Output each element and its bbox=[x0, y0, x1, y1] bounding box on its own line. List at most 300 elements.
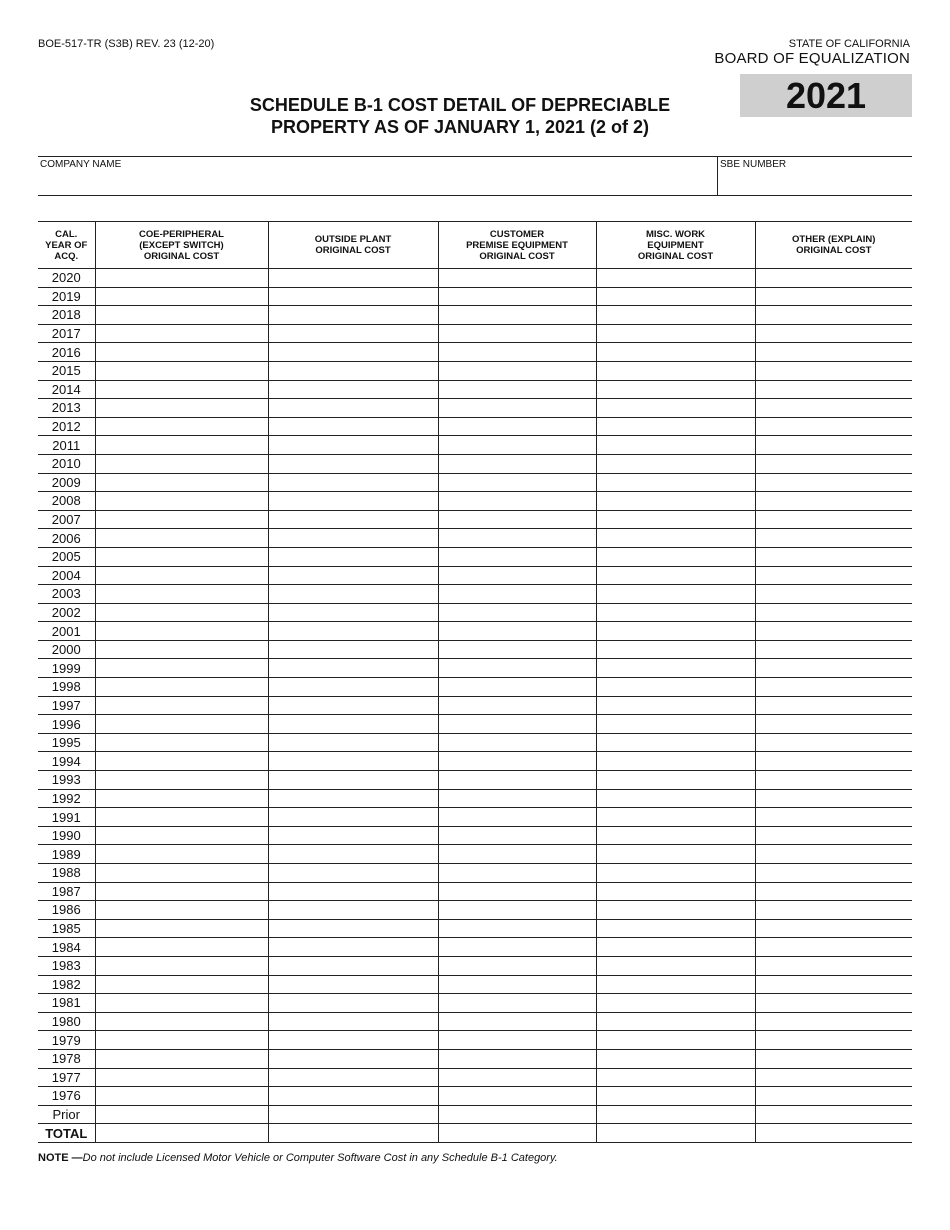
cost-input-cell[interactable] bbox=[438, 436, 596, 455]
cost-input-cell[interactable] bbox=[268, 399, 438, 418]
cost-input-cell[interactable] bbox=[596, 919, 755, 938]
cost-input-cell[interactable] bbox=[596, 826, 755, 845]
cost-input-cell[interactable] bbox=[438, 845, 596, 864]
cost-input-cell[interactable] bbox=[596, 1087, 755, 1106]
cost-input-cell[interactable] bbox=[95, 864, 268, 883]
table-row bbox=[38, 343, 912, 362]
table-row bbox=[38, 752, 912, 771]
cost-input-cell[interactable] bbox=[755, 994, 912, 1013]
cost-input-cell[interactable] bbox=[596, 938, 755, 957]
cost-input-cell[interactable] bbox=[95, 1087, 268, 1106]
cost-input-cell[interactable] bbox=[596, 529, 755, 548]
cost-input-cell[interactable] bbox=[755, 417, 912, 436]
cost-input-cell[interactable] bbox=[755, 845, 912, 864]
cost-input-cell[interactable] bbox=[438, 956, 596, 975]
cost-input-cell[interactable] bbox=[438, 566, 596, 585]
cost-input-cell[interactable] bbox=[438, 380, 596, 399]
cost-input-cell[interactable] bbox=[438, 1049, 596, 1068]
cost-input-cell[interactable] bbox=[268, 1012, 438, 1031]
year-cell: 1995 bbox=[38, 733, 95, 752]
table-row bbox=[38, 380, 912, 399]
cost-input-cell[interactable] bbox=[95, 324, 268, 343]
cost-input-cell[interactable] bbox=[596, 1124, 755, 1143]
cost-input-cell[interactable] bbox=[95, 956, 268, 975]
year-cell: 2014 bbox=[38, 380, 95, 399]
cost-input-cell[interactable] bbox=[596, 901, 755, 920]
cost-input-cell[interactable] bbox=[95, 938, 268, 957]
cost-input-cell[interactable] bbox=[596, 454, 755, 473]
cost-input-cell[interactable] bbox=[755, 752, 912, 771]
cost-input-cell[interactable] bbox=[438, 901, 596, 920]
cost-input-cell[interactable] bbox=[596, 510, 755, 529]
col-header-coe-peripheral: COE-PERIPHERAL (EXCEPT SWITCH) ORIGINAL COST bbox=[95, 222, 268, 269]
year-cell: 1984 bbox=[38, 938, 95, 957]
cost-input-cell[interactable] bbox=[596, 603, 755, 622]
cost-input-cell[interactable] bbox=[438, 882, 596, 901]
cost-input-cell[interactable] bbox=[438, 696, 596, 715]
cost-input-cell[interactable] bbox=[755, 864, 912, 883]
cost-input-cell[interactable] bbox=[596, 956, 755, 975]
cost-input-cell[interactable] bbox=[268, 919, 438, 938]
cost-input-cell[interactable] bbox=[268, 808, 438, 827]
cost-input-cell[interactable] bbox=[755, 659, 912, 678]
cost-input-cell[interactable] bbox=[596, 752, 755, 771]
year-cell: 1996 bbox=[38, 715, 95, 734]
cost-input-cell[interactable] bbox=[596, 566, 755, 585]
cost-input-cell[interactable] bbox=[268, 789, 438, 808]
cost-input-cell[interactable] bbox=[95, 287, 268, 306]
cost-input-cell[interactable] bbox=[268, 343, 438, 362]
year-cell: 2002 bbox=[38, 603, 95, 622]
cost-input-cell[interactable] bbox=[268, 659, 438, 678]
year-cell: 1991 bbox=[38, 808, 95, 827]
cost-input-cell[interactable] bbox=[95, 529, 268, 548]
cost-input-cell[interactable] bbox=[755, 640, 912, 659]
cost-input-cell[interactable] bbox=[755, 306, 912, 325]
cost-input-cell[interactable] bbox=[596, 882, 755, 901]
cost-input-cell[interactable] bbox=[438, 864, 596, 883]
cost-input-cell[interactable] bbox=[755, 678, 912, 697]
cost-input-cell[interactable] bbox=[755, 975, 912, 994]
year-cell: 2015 bbox=[38, 361, 95, 380]
cost-input-cell[interactable] bbox=[755, 399, 912, 418]
cost-input-cell[interactable] bbox=[95, 473, 268, 492]
cost-input-cell[interactable] bbox=[438, 492, 596, 511]
cost-input-cell[interactable] bbox=[268, 287, 438, 306]
year-cell: 2016 bbox=[38, 343, 95, 362]
cost-input-cell[interactable] bbox=[95, 789, 268, 808]
cost-input-cell[interactable] bbox=[438, 529, 596, 548]
cost-input-cell[interactable] bbox=[596, 975, 755, 994]
cost-input-cell[interactable] bbox=[95, 566, 268, 585]
cost-input-cell[interactable] bbox=[95, 901, 268, 920]
cost-input-cell[interactable] bbox=[755, 919, 912, 938]
cost-input-cell[interactable] bbox=[438, 417, 596, 436]
cost-input-cell[interactable] bbox=[95, 622, 268, 641]
cost-input-cell[interactable] bbox=[755, 473, 912, 492]
cost-input-cell[interactable] bbox=[95, 733, 268, 752]
year-cell: 1982 bbox=[38, 975, 95, 994]
cost-input-cell[interactable] bbox=[95, 510, 268, 529]
cost-input-cell[interactable] bbox=[95, 826, 268, 845]
cost-input-cell[interactable] bbox=[95, 361, 268, 380]
cost-input-cell[interactable] bbox=[596, 1068, 755, 1087]
table-row bbox=[38, 436, 912, 455]
company-name-label: COMPANY NAME bbox=[40, 159, 122, 170]
year-cell: Prior bbox=[38, 1105, 95, 1124]
cost-input-cell[interactable] bbox=[438, 603, 596, 622]
cost-input-cell[interactable] bbox=[755, 361, 912, 380]
sbe-number-label: SBE NUMBER bbox=[720, 159, 787, 170]
cost-input-cell[interactable] bbox=[95, 380, 268, 399]
cost-input-cell[interactable] bbox=[438, 752, 596, 771]
col-header-other: OTHER (EXPLAIN) ORIGINAL COST bbox=[755, 222, 912, 269]
year-cell: TOTAL bbox=[38, 1124, 95, 1143]
cost-input-cell[interactable] bbox=[268, 882, 438, 901]
cost-input-cell[interactable] bbox=[596, 733, 755, 752]
cost-input-cell[interactable] bbox=[268, 826, 438, 845]
year-cell: 1986 bbox=[38, 901, 95, 920]
cost-input-cell[interactable] bbox=[268, 956, 438, 975]
cost-input-cell[interactable] bbox=[268, 696, 438, 715]
cost-input-cell[interactable] bbox=[95, 1124, 268, 1143]
cost-input-cell[interactable] bbox=[755, 1049, 912, 1068]
cost-input-cell[interactable] bbox=[596, 1031, 755, 1050]
col-header-outside-plant: OUTSIDE PLANT ORIGINAL COST bbox=[268, 222, 438, 269]
cost-input-cell[interactable] bbox=[755, 622, 912, 641]
year-cell: 1998 bbox=[38, 678, 95, 697]
cost-input-cell[interactable] bbox=[95, 659, 268, 678]
cost-input-cell[interactable] bbox=[268, 324, 438, 343]
cost-input-cell[interactable] bbox=[438, 826, 596, 845]
cost-input-cell[interactable] bbox=[438, 733, 596, 752]
cost-input-cell[interactable] bbox=[596, 1049, 755, 1068]
cost-input-cell[interactable] bbox=[95, 1012, 268, 1031]
table-row bbox=[38, 733, 912, 752]
cost-input-cell[interactable] bbox=[95, 882, 268, 901]
cost-input-cell[interactable] bbox=[596, 473, 755, 492]
cost-input-cell[interactable] bbox=[268, 585, 438, 604]
col-header-customer-premise: CUSTOMER PREMISE EQUIPMENT ORIGINAL COST bbox=[438, 222, 596, 269]
cost-input-cell[interactable] bbox=[438, 1087, 596, 1106]
cost-input-cell[interactable] bbox=[438, 659, 596, 678]
cost-input-cell[interactable] bbox=[438, 1105, 596, 1124]
cost-input-cell[interactable] bbox=[596, 808, 755, 827]
cost-input-cell[interactable] bbox=[596, 380, 755, 399]
cost-input-cell[interactable] bbox=[755, 1068, 912, 1087]
cost-input-cell[interactable] bbox=[596, 547, 755, 566]
cost-input-cell[interactable] bbox=[596, 269, 755, 288]
cost-input-cell[interactable] bbox=[268, 547, 438, 566]
cost-input-cell[interactable] bbox=[268, 1105, 438, 1124]
table-row bbox=[38, 473, 912, 492]
cost-input-cell[interactable] bbox=[268, 901, 438, 920]
footnote bbox=[38, 1152, 558, 1164]
cost-input-cell[interactable] bbox=[268, 975, 438, 994]
cost-input-cell[interactable] bbox=[268, 1087, 438, 1106]
cost-input-cell[interactable] bbox=[268, 529, 438, 548]
cost-input-cell[interactable] bbox=[755, 269, 912, 288]
table-row bbox=[38, 306, 912, 325]
table-row bbox=[38, 1012, 912, 1031]
table-row bbox=[38, 1031, 912, 1050]
cost-input-cell[interactable] bbox=[268, 715, 438, 734]
cost-input-cell[interactable] bbox=[438, 938, 596, 957]
cost-input-cell[interactable] bbox=[755, 436, 912, 455]
cost-input-cell[interactable] bbox=[438, 473, 596, 492]
cost-input-cell[interactable] bbox=[438, 324, 596, 343]
page-title bbox=[200, 94, 720, 138]
cost-input-cell[interactable] bbox=[438, 287, 596, 306]
cost-input-cell[interactable] bbox=[95, 417, 268, 436]
cost-input-cell[interactable] bbox=[755, 789, 912, 808]
table-row bbox=[38, 678, 912, 697]
cost-input-cell[interactable] bbox=[95, 1031, 268, 1050]
cost-input-cell[interactable] bbox=[438, 343, 596, 362]
cost-input-cell[interactable] bbox=[268, 1049, 438, 1068]
cost-input-cell[interactable] bbox=[596, 343, 755, 362]
cost-input-cell[interactable] bbox=[438, 678, 596, 697]
cost-input-cell[interactable] bbox=[755, 603, 912, 622]
cost-input-cell[interactable] bbox=[95, 306, 268, 325]
cost-input-cell[interactable] bbox=[755, 585, 912, 604]
cost-input-cell[interactable] bbox=[95, 771, 268, 790]
table-row bbox=[38, 808, 912, 827]
cost-input-cell[interactable] bbox=[755, 492, 912, 511]
cost-input-cell[interactable] bbox=[755, 1105, 912, 1124]
table-row bbox=[38, 975, 912, 994]
cost-input-cell[interactable] bbox=[438, 622, 596, 641]
year-cell: 1989 bbox=[38, 845, 95, 864]
cost-input-cell[interactable] bbox=[755, 324, 912, 343]
cost-input-cell[interactable] bbox=[596, 678, 755, 697]
cost-input-cell[interactable] bbox=[438, 547, 596, 566]
cost-input-cell[interactable] bbox=[596, 585, 755, 604]
cost-input-cell[interactable] bbox=[268, 771, 438, 790]
year-cell: 2011 bbox=[38, 436, 95, 455]
cost-input-cell[interactable] bbox=[438, 771, 596, 790]
cost-input-cell[interactable] bbox=[95, 269, 268, 288]
cost-input-cell[interactable] bbox=[438, 454, 596, 473]
cost-input-cell[interactable] bbox=[268, 1031, 438, 1050]
cost-input-cell[interactable] bbox=[95, 585, 268, 604]
table-row bbox=[38, 901, 912, 920]
table-row bbox=[38, 324, 912, 343]
cost-input-cell[interactable] bbox=[755, 901, 912, 920]
cost-input-cell[interactable] bbox=[268, 752, 438, 771]
cost-input-cell[interactable] bbox=[268, 306, 438, 325]
cost-input-cell[interactable] bbox=[596, 640, 755, 659]
table-row bbox=[38, 585, 912, 604]
cost-input-cell[interactable] bbox=[268, 678, 438, 697]
cost-input-cell[interactable] bbox=[268, 733, 438, 752]
cost-input-cell[interactable] bbox=[596, 845, 755, 864]
cost-input-cell[interactable] bbox=[596, 994, 755, 1013]
cost-input-cell[interactable] bbox=[268, 436, 438, 455]
cost-input-cell[interactable] bbox=[755, 380, 912, 399]
cost-input-cell[interactable] bbox=[438, 919, 596, 938]
cost-input-cell[interactable] bbox=[95, 436, 268, 455]
cost-input-cell[interactable] bbox=[95, 1049, 268, 1068]
cost-input-cell[interactable] bbox=[268, 1124, 438, 1143]
cost-input-cell[interactable] bbox=[95, 603, 268, 622]
cost-input-cell[interactable] bbox=[438, 1012, 596, 1031]
cost-input-cell[interactable] bbox=[755, 287, 912, 306]
year-cell: 2013 bbox=[38, 399, 95, 418]
cost-input-cell[interactable] bbox=[755, 1012, 912, 1031]
cost-input-cell[interactable] bbox=[95, 696, 268, 715]
cost-input-cell[interactable] bbox=[755, 1087, 912, 1106]
cost-input-cell[interactable] bbox=[438, 361, 596, 380]
cost-input-cell[interactable] bbox=[268, 994, 438, 1013]
cost-input-cell[interactable] bbox=[755, 547, 912, 566]
cost-input-cell[interactable] bbox=[95, 640, 268, 659]
cost-input-cell[interactable] bbox=[95, 994, 268, 1013]
cost-input-cell[interactable] bbox=[95, 678, 268, 697]
year-cell: 1999 bbox=[38, 659, 95, 678]
cost-input-cell[interactable] bbox=[755, 510, 912, 529]
cost-input-cell[interactable] bbox=[95, 975, 268, 994]
sbe-number-field[interactable] bbox=[717, 157, 787, 195]
table-row bbox=[38, 938, 912, 957]
cost-input-cell[interactable] bbox=[596, 715, 755, 734]
cost-input-cell[interactable] bbox=[268, 417, 438, 436]
cost-input-cell[interactable] bbox=[95, 919, 268, 938]
cost-input-cell[interactable] bbox=[95, 752, 268, 771]
cost-input-cell[interactable] bbox=[755, 454, 912, 473]
cost-input-cell[interactable] bbox=[438, 1031, 596, 1050]
cost-input-cell[interactable] bbox=[438, 306, 596, 325]
cost-input-cell[interactable] bbox=[596, 306, 755, 325]
cost-input-cell[interactable] bbox=[95, 343, 268, 362]
cost-input-cell[interactable] bbox=[596, 417, 755, 436]
cost-input-cell[interactable] bbox=[438, 640, 596, 659]
cost-input-cell[interactable] bbox=[438, 1124, 596, 1143]
year-cell: 2001 bbox=[38, 622, 95, 641]
year-cell: 2004 bbox=[38, 566, 95, 585]
cost-input-cell[interactable] bbox=[755, 696, 912, 715]
year-cell: 1988 bbox=[38, 864, 95, 883]
cost-input-cell[interactable] bbox=[438, 1068, 596, 1087]
cost-input-cell[interactable] bbox=[755, 882, 912, 901]
cost-input-cell[interactable] bbox=[755, 715, 912, 734]
cost-input-cell[interactable] bbox=[268, 269, 438, 288]
year-cell: 1979 bbox=[38, 1031, 95, 1050]
cost-input-cell[interactable] bbox=[755, 529, 912, 548]
cost-input-cell[interactable] bbox=[755, 808, 912, 827]
table-row bbox=[38, 1105, 912, 1124]
cost-input-cell[interactable] bbox=[596, 399, 755, 418]
title-line-1: SCHEDULE B-1 COST DETAIL OF DEPRECIABLE bbox=[249, 95, 671, 115]
table-row bbox=[38, 715, 912, 734]
cost-input-cell[interactable] bbox=[755, 733, 912, 752]
cost-input-cell[interactable] bbox=[596, 659, 755, 678]
cost-input-cell[interactable] bbox=[95, 808, 268, 827]
cost-input-cell[interactable] bbox=[438, 975, 596, 994]
year-badge: 2021 bbox=[740, 74, 912, 117]
cost-input-cell[interactable] bbox=[268, 473, 438, 492]
cost-input-cell[interactable] bbox=[268, 1068, 438, 1087]
cost-input-cell[interactable] bbox=[596, 789, 755, 808]
cost-input-cell[interactable] bbox=[755, 1124, 912, 1143]
cost-input-cell[interactable] bbox=[596, 1105, 755, 1124]
cost-input-cell[interactable] bbox=[268, 864, 438, 883]
cost-input-cell[interactable] bbox=[755, 956, 912, 975]
cost-input-cell[interactable] bbox=[268, 454, 438, 473]
table-row bbox=[38, 566, 912, 585]
cost-input-cell[interactable] bbox=[95, 1068, 268, 1087]
table-row bbox=[38, 826, 912, 845]
cost-input-cell[interactable] bbox=[268, 361, 438, 380]
cost-input-cell[interactable] bbox=[755, 938, 912, 957]
cost-input-cell[interactable] bbox=[95, 454, 268, 473]
cost-input-cell[interactable] bbox=[596, 864, 755, 883]
cost-input-cell[interactable] bbox=[268, 845, 438, 864]
cost-input-cell[interactable] bbox=[268, 566, 438, 585]
cost-input-cell[interactable] bbox=[755, 566, 912, 585]
cost-input-cell[interactable] bbox=[438, 715, 596, 734]
cost-input-cell[interactable] bbox=[438, 269, 596, 288]
cost-input-cell[interactable] bbox=[755, 826, 912, 845]
cost-input-cell[interactable] bbox=[596, 622, 755, 641]
year-cell: 2003 bbox=[38, 585, 95, 604]
cost-input-cell[interactable] bbox=[95, 547, 268, 566]
cost-input-cell[interactable] bbox=[438, 808, 596, 827]
state-label: STATE OF CALIFORNIA bbox=[788, 38, 910, 50]
form-id: BOE-517-TR (S3B) REV. 23 (12-20) bbox=[38, 38, 215, 50]
agency-name: BOARD OF EQUALIZATION bbox=[714, 50, 910, 67]
cost-input-cell[interactable] bbox=[438, 585, 596, 604]
cost-input-cell[interactable] bbox=[755, 343, 912, 362]
cost-input-cell[interactable] bbox=[268, 603, 438, 622]
cost-input-cell[interactable] bbox=[755, 771, 912, 790]
cost-input-cell[interactable] bbox=[95, 845, 268, 864]
cost-input-cell[interactable] bbox=[596, 324, 755, 343]
cost-input-cell[interactable] bbox=[95, 399, 268, 418]
year-cell: 1993 bbox=[38, 771, 95, 790]
table-header-row bbox=[38, 222, 912, 269]
cost-input-cell[interactable] bbox=[268, 938, 438, 957]
year-cell: 2020 bbox=[38, 269, 95, 288]
table-row bbox=[38, 994, 912, 1013]
year-cell: 1987 bbox=[38, 882, 95, 901]
cost-input-cell[interactable] bbox=[596, 436, 755, 455]
table-row bbox=[38, 399, 912, 418]
cost-input-cell[interactable] bbox=[95, 715, 268, 734]
cost-input-cell[interactable] bbox=[596, 1012, 755, 1031]
cost-input-cell[interactable] bbox=[596, 492, 755, 511]
year-cell: 1978 bbox=[38, 1049, 95, 1068]
cost-input-cell[interactable] bbox=[268, 492, 438, 511]
cost-input-cell[interactable] bbox=[438, 789, 596, 808]
cost-input-cell[interactable] bbox=[438, 510, 596, 529]
cost-input-cell[interactable] bbox=[95, 492, 268, 511]
cost-input-cell[interactable] bbox=[95, 1105, 268, 1124]
cost-input-cell[interactable] bbox=[438, 994, 596, 1013]
cost-input-cell[interactable] bbox=[268, 640, 438, 659]
cost-input-cell[interactable] bbox=[268, 380, 438, 399]
cost-input-cell[interactable] bbox=[268, 622, 438, 641]
cost-input-cell[interactable] bbox=[268, 510, 438, 529]
cost-input-cell[interactable] bbox=[755, 1031, 912, 1050]
cost-input-cell[interactable] bbox=[438, 399, 596, 418]
table-row bbox=[38, 882, 912, 901]
year-cell: 1994 bbox=[38, 752, 95, 771]
cost-input-cell[interactable] bbox=[596, 287, 755, 306]
cost-input-cell[interactable] bbox=[596, 696, 755, 715]
cost-input-cell[interactable] bbox=[596, 771, 755, 790]
cost-input-cell[interactable] bbox=[596, 361, 755, 380]
